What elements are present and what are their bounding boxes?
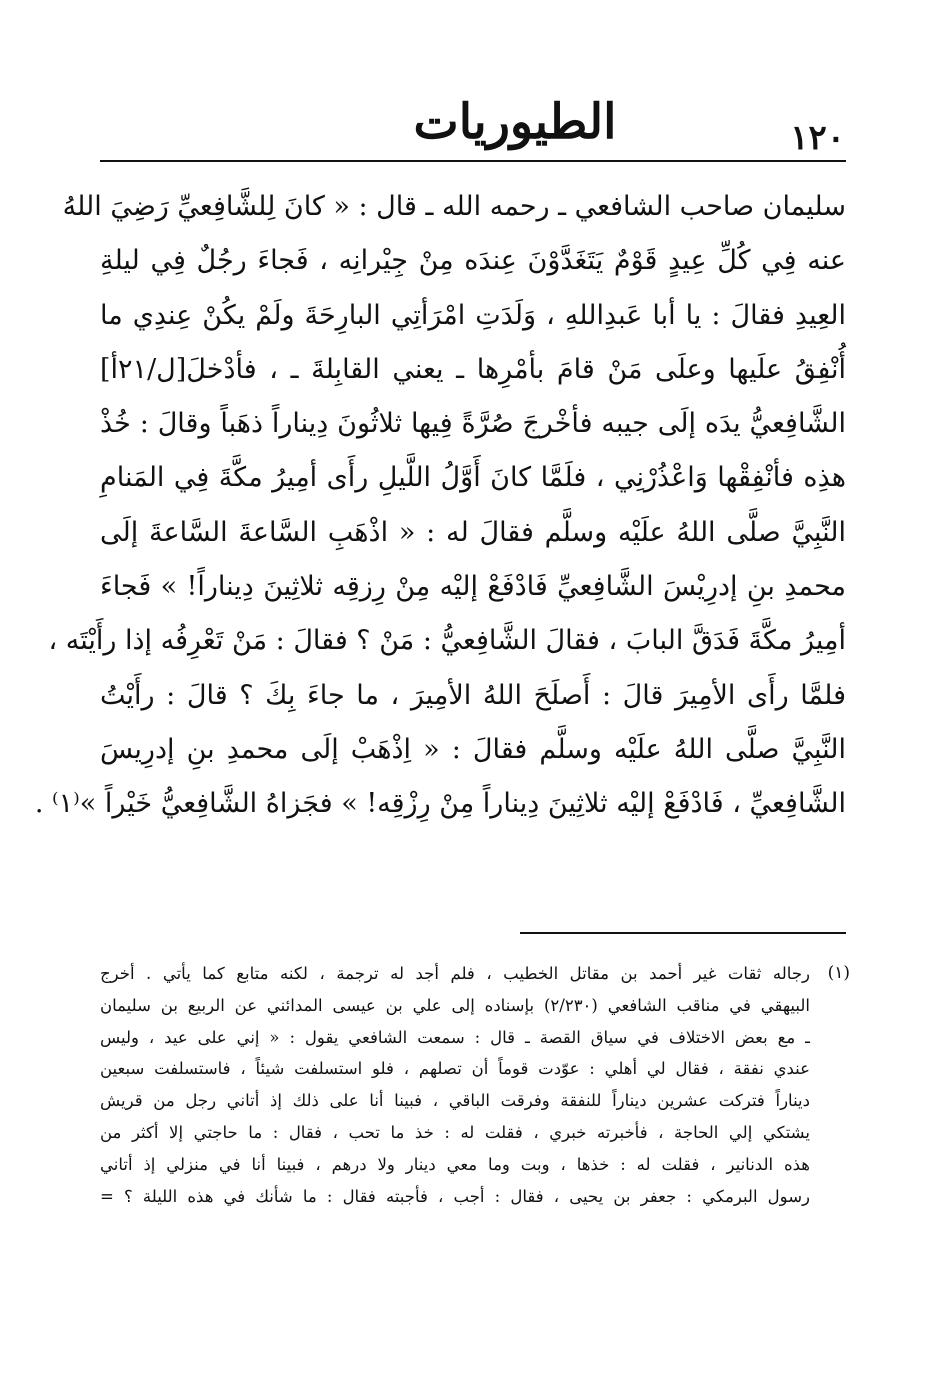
- text-line: أمِيرُ مكَّةَ فَدَقَّ البابَ ، فقالَ الشَّافِعيُّ : مَنْ ؟ فقالَ : مَنْ تَعْرِفُه إذا رأَيْتَه ،: [48, 625, 846, 657]
- page-number: ١٢٠: [790, 118, 845, 158]
- text-line: محمدِ بنِ إدرِيْسَ الشَّافِعيِّ فَادْفَعْ إليْه مِنْ رِزقِه ثلاثِينَ دِيناراً! » فَجاءَ: [100, 571, 846, 603]
- text-line: العِيدِ فقالَ : يا أبا عَبدِاللهِ ، وَلَدَتِ امْرَأتِي البارِحَةَ ولَمْ يكُنْ عِندِي ما: [100, 299, 846, 331]
- footnote-line: ديناراً فتركت عشرين ديناراً للنفقة وفرقت الباقي ، فبينا أنا على ذلك إذ أتاني رجل من قريش: [100, 1091, 810, 1111]
- text-line: النَّبِيَّ صلَّى اللهُ علَيْه وسلَّم فقالَ : « اِذْهَبْ إلَى محمدِ بنِ إدرِيسَ: [100, 733, 846, 765]
- footnote-marker: (١): [827, 963, 850, 983]
- footnote-line: يشتكي إلي الحاجة ، فأخبرته خبري ، فقلت له : خذ ما تحب ، فقال : ما حاجتي إلا أكثر من: [100, 1122, 810, 1142]
- footnote-line: ـ مع بعض الاختلاف في سياق القصة ـ قال : سمعت الشافعي يقول : « إني على عيد ، وليس: [100, 1027, 810, 1047]
- footnotes: [100, 958, 850, 1212]
- text-line: عنه فِي كُلِّ عِيدٍ قَوْمٌ يَتَغَدَّوْنَ عِندَه مِنْ جِيْرانِه ، فَجاءَ رجُلٌ فِي ليلةِ: [100, 245, 846, 277]
- text-line: فلمَّا رأَى الأمِيرَ قالَ : أَصلَحَ اللهُ الأمِيرَ ، ما جاءَ بِكَ ؟ قالَ : رأَيْتُ: [100, 679, 846, 711]
- footnote-body: [100, 958, 810, 1212]
- text-line: النَّبِيَّ صلَّى اللهُ علَيْه وسلَّم فقالَ له : « اذْهَبِ السَّاعةَ السَّاعةَ إلَى: [100, 516, 846, 548]
- footnote-line: هذه الدنانير ، فقلت له : خذها ، وبت وما معي دينار ولا درهم ، فبينا أنا في منزلي إذ أتاني: [100, 1154, 810, 1174]
- footnote-line: رسول البرمكي : جعفر بن يحيى ، فقال : أجب ، فأجبته فقال : ما شأنك في هذه الليلة ؟ =: [100, 1186, 810, 1206]
- footnote-line: عندي نفقة ، فقال لي أهلي : عوّدت قوماً أن تصلهم ، فلو استسلفت شيئاً ، فاستسلفت سبعين: [100, 1059, 810, 1079]
- running-title: الطيوريات: [413, 94, 617, 150]
- text-line: سليمان صاحب الشافعي ـ رحمه الله ـ قال : « كانَ لِلشَّافِعيِّ رَضِيَ اللهُ: [62, 191, 846, 222]
- footnote-line: رجاله ثقات غير أحمد بن مقاتل الخطيب ، فلم أجد له ترجمة ، لكنه متابع كما يأتي . أخرج: [100, 964, 810, 983]
- header-rule: [100, 160, 846, 162]
- text-line: هذِه فأنْفِقْها وَاعْذُرْنِي ، فلَمَّا كانَ أَوَّلُ اللَّيلِ رأَى أمِيرُ مكَّةَ فِي المَنامِ: [100, 462, 846, 494]
- main-text: [34, 180, 846, 832]
- page-header: [100, 88, 845, 158]
- text-line: الشَّافِعيُّ يدَه إلَى جيبه فأخْرجَ صُرَّةً فِيها ثلاثُونَ دِيناراً ذهَباً وقالَ : خُذْ: [100, 408, 846, 440]
- footnote-line: البيهقي في مناقب الشافعي (٢/٢٣٠) بإسناده إلى علي بن عيسى المدائني عن الربيع بن سليمان: [100, 995, 811, 1015]
- text-line: الشَّافِعيِّ ، فَادْفَعْ إليْه ثلاثِينَ دِيناراً مِنْ رِزْقِه! » فجَزاهُ الشَّافِعيُّ خَيْراً »⁽١⁾ .: [34, 788, 846, 820]
- footnote-rule: [520, 932, 846, 934]
- text-line: أُنْفِقُ علَيها وعلَى مَنْ قامَ بأمْرِها ـ يعني القابِلةَ ـ ، فأدْخلَ[ل/٢١أ]: [100, 353, 846, 385]
